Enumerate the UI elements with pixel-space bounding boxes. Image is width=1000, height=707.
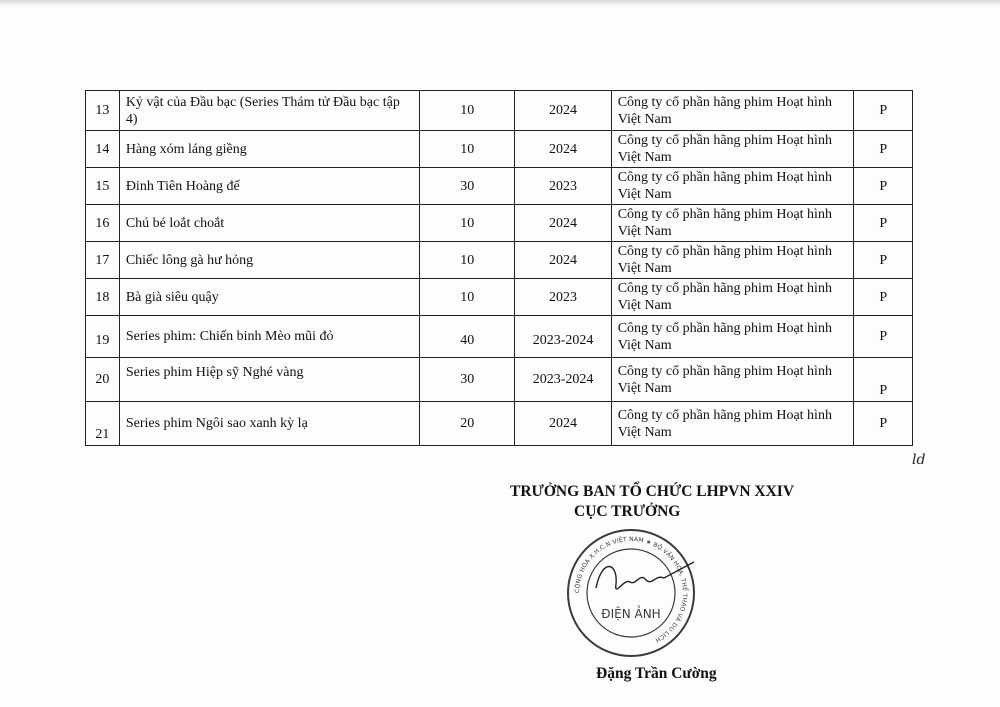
production-year: 2024 xyxy=(515,205,611,242)
film-duration: 30 xyxy=(420,358,515,402)
film-title: Series phim Hiệp sỹ Nghé vàng xyxy=(119,358,419,402)
producer-name: Công ty cổ phần hãng phim Hoạt hình Việt Nam xyxy=(611,205,854,242)
film-duration: 40 xyxy=(420,316,515,358)
film-rating: P xyxy=(854,279,913,316)
row-number: 15 xyxy=(86,168,120,205)
seal-outer-text: CỘNG HÒA X.H.C.N VIỆT NAM ★ BỘ VĂN HÓA, THỂ THAO VÀ DU LỊCH xyxy=(573,535,689,644)
film-duration: 10 xyxy=(420,279,515,316)
scan-edge xyxy=(0,0,1000,6)
table-row xyxy=(86,242,913,279)
film-rating: P xyxy=(854,358,913,402)
production-year: 2023 xyxy=(515,279,611,316)
table-row xyxy=(86,279,913,316)
film-duration: 10 xyxy=(420,205,515,242)
production-year: 2024 xyxy=(515,402,611,446)
producer-name: Công ty cổ phần hãng phim Hoạt hình Việt Nam xyxy=(611,279,854,316)
film-duration: 20 xyxy=(420,402,515,446)
film-duration: 10 xyxy=(420,91,515,131)
seal-inner-ring xyxy=(587,549,675,637)
signature-title: TRƯỞNG BAN TỔ CHỨC LHPVN XXIV xyxy=(510,483,795,500)
film-rating: P xyxy=(854,242,913,279)
production-year: 2024 xyxy=(515,242,611,279)
row-number: 21 xyxy=(86,402,120,446)
producer-name: Công ty cổ phần hãng phim Hoạt hình Việt Nam xyxy=(611,91,854,131)
film-title: Kỷ vật của Đầu bạc (Series Thám tử Đầu bạc tập 4) xyxy=(119,91,419,131)
row-number: 20 xyxy=(86,358,120,402)
producer-name: Công ty cổ phần hãng phim Hoạt hình Việt Nam xyxy=(611,358,854,402)
table-row xyxy=(86,91,913,131)
row-number: 18 xyxy=(86,279,120,316)
film-title: Series phim Ngôi sao xanh kỳ lạ xyxy=(119,402,419,446)
film-title: Series phim: Chiến binh Mèo mũi đỏ xyxy=(119,316,419,358)
film-rating: P xyxy=(854,91,913,131)
handwritten-initials: ld xyxy=(912,452,926,468)
row-number: 14 xyxy=(86,131,120,168)
producer-name: Công ty cổ phần hãng phim Hoạt hình Việt Nam xyxy=(611,168,854,205)
seal-center-text: ĐIỆN ẢNH xyxy=(601,607,661,621)
official-seal xyxy=(566,528,696,658)
row-number: 17 xyxy=(86,242,120,279)
production-year: 2023-2024 xyxy=(515,358,611,402)
production-year: 2023 xyxy=(515,168,611,205)
row-number: 13 xyxy=(86,91,120,131)
table-row xyxy=(86,358,913,402)
producer-name: Công ty cổ phần hãng phim Hoạt hình Việt Nam xyxy=(611,402,854,446)
row-number: 16 xyxy=(86,205,120,242)
production-year: 2024 xyxy=(515,91,611,131)
film-rating: P xyxy=(854,316,913,358)
film-rating: P xyxy=(854,205,913,242)
film-duration: 10 xyxy=(420,131,515,168)
film-title: Đinh Tiên Hoàng đế xyxy=(119,168,419,205)
svg-text:CỘNG HÒA X.H.C.N VIỆT NAM ★ BỘ xyxy=(574,536,689,644)
row-number: 19 xyxy=(86,316,120,358)
signature-subtitle: CỤC TRƯỞNG xyxy=(574,503,681,520)
film-title: Chiếc lông gà hư hỏng xyxy=(119,242,419,279)
producer-name: Công ty cổ phần hãng phim Hoạt hình Việt Nam xyxy=(611,131,854,168)
production-year: 2024 xyxy=(515,131,611,168)
film-title: Hàng xóm láng giềng xyxy=(119,131,419,168)
table-row xyxy=(86,168,913,205)
film-duration: 30 xyxy=(420,168,515,205)
film-rating: P xyxy=(854,168,913,205)
film-title: Bà già siêu quậy xyxy=(119,279,419,316)
producer-name: Công ty cổ phần hãng phim Hoạt hình Việt Nam xyxy=(611,316,854,358)
film-duration: 10 xyxy=(420,242,515,279)
film-title: Chú bé loắt choắt xyxy=(119,205,419,242)
film-table xyxy=(85,90,913,446)
producer-name: Công ty cổ phần hãng phim Hoạt hình Việt Nam xyxy=(611,242,854,279)
film-rating: P xyxy=(854,402,913,446)
table-row xyxy=(86,131,913,168)
table-row xyxy=(86,205,913,242)
table-row xyxy=(86,316,913,358)
table-row xyxy=(86,402,913,446)
production-year: 2023-2024 xyxy=(515,316,611,358)
signatory-name: Đặng Trần Cường xyxy=(596,665,717,682)
film-rating: P xyxy=(854,131,913,168)
